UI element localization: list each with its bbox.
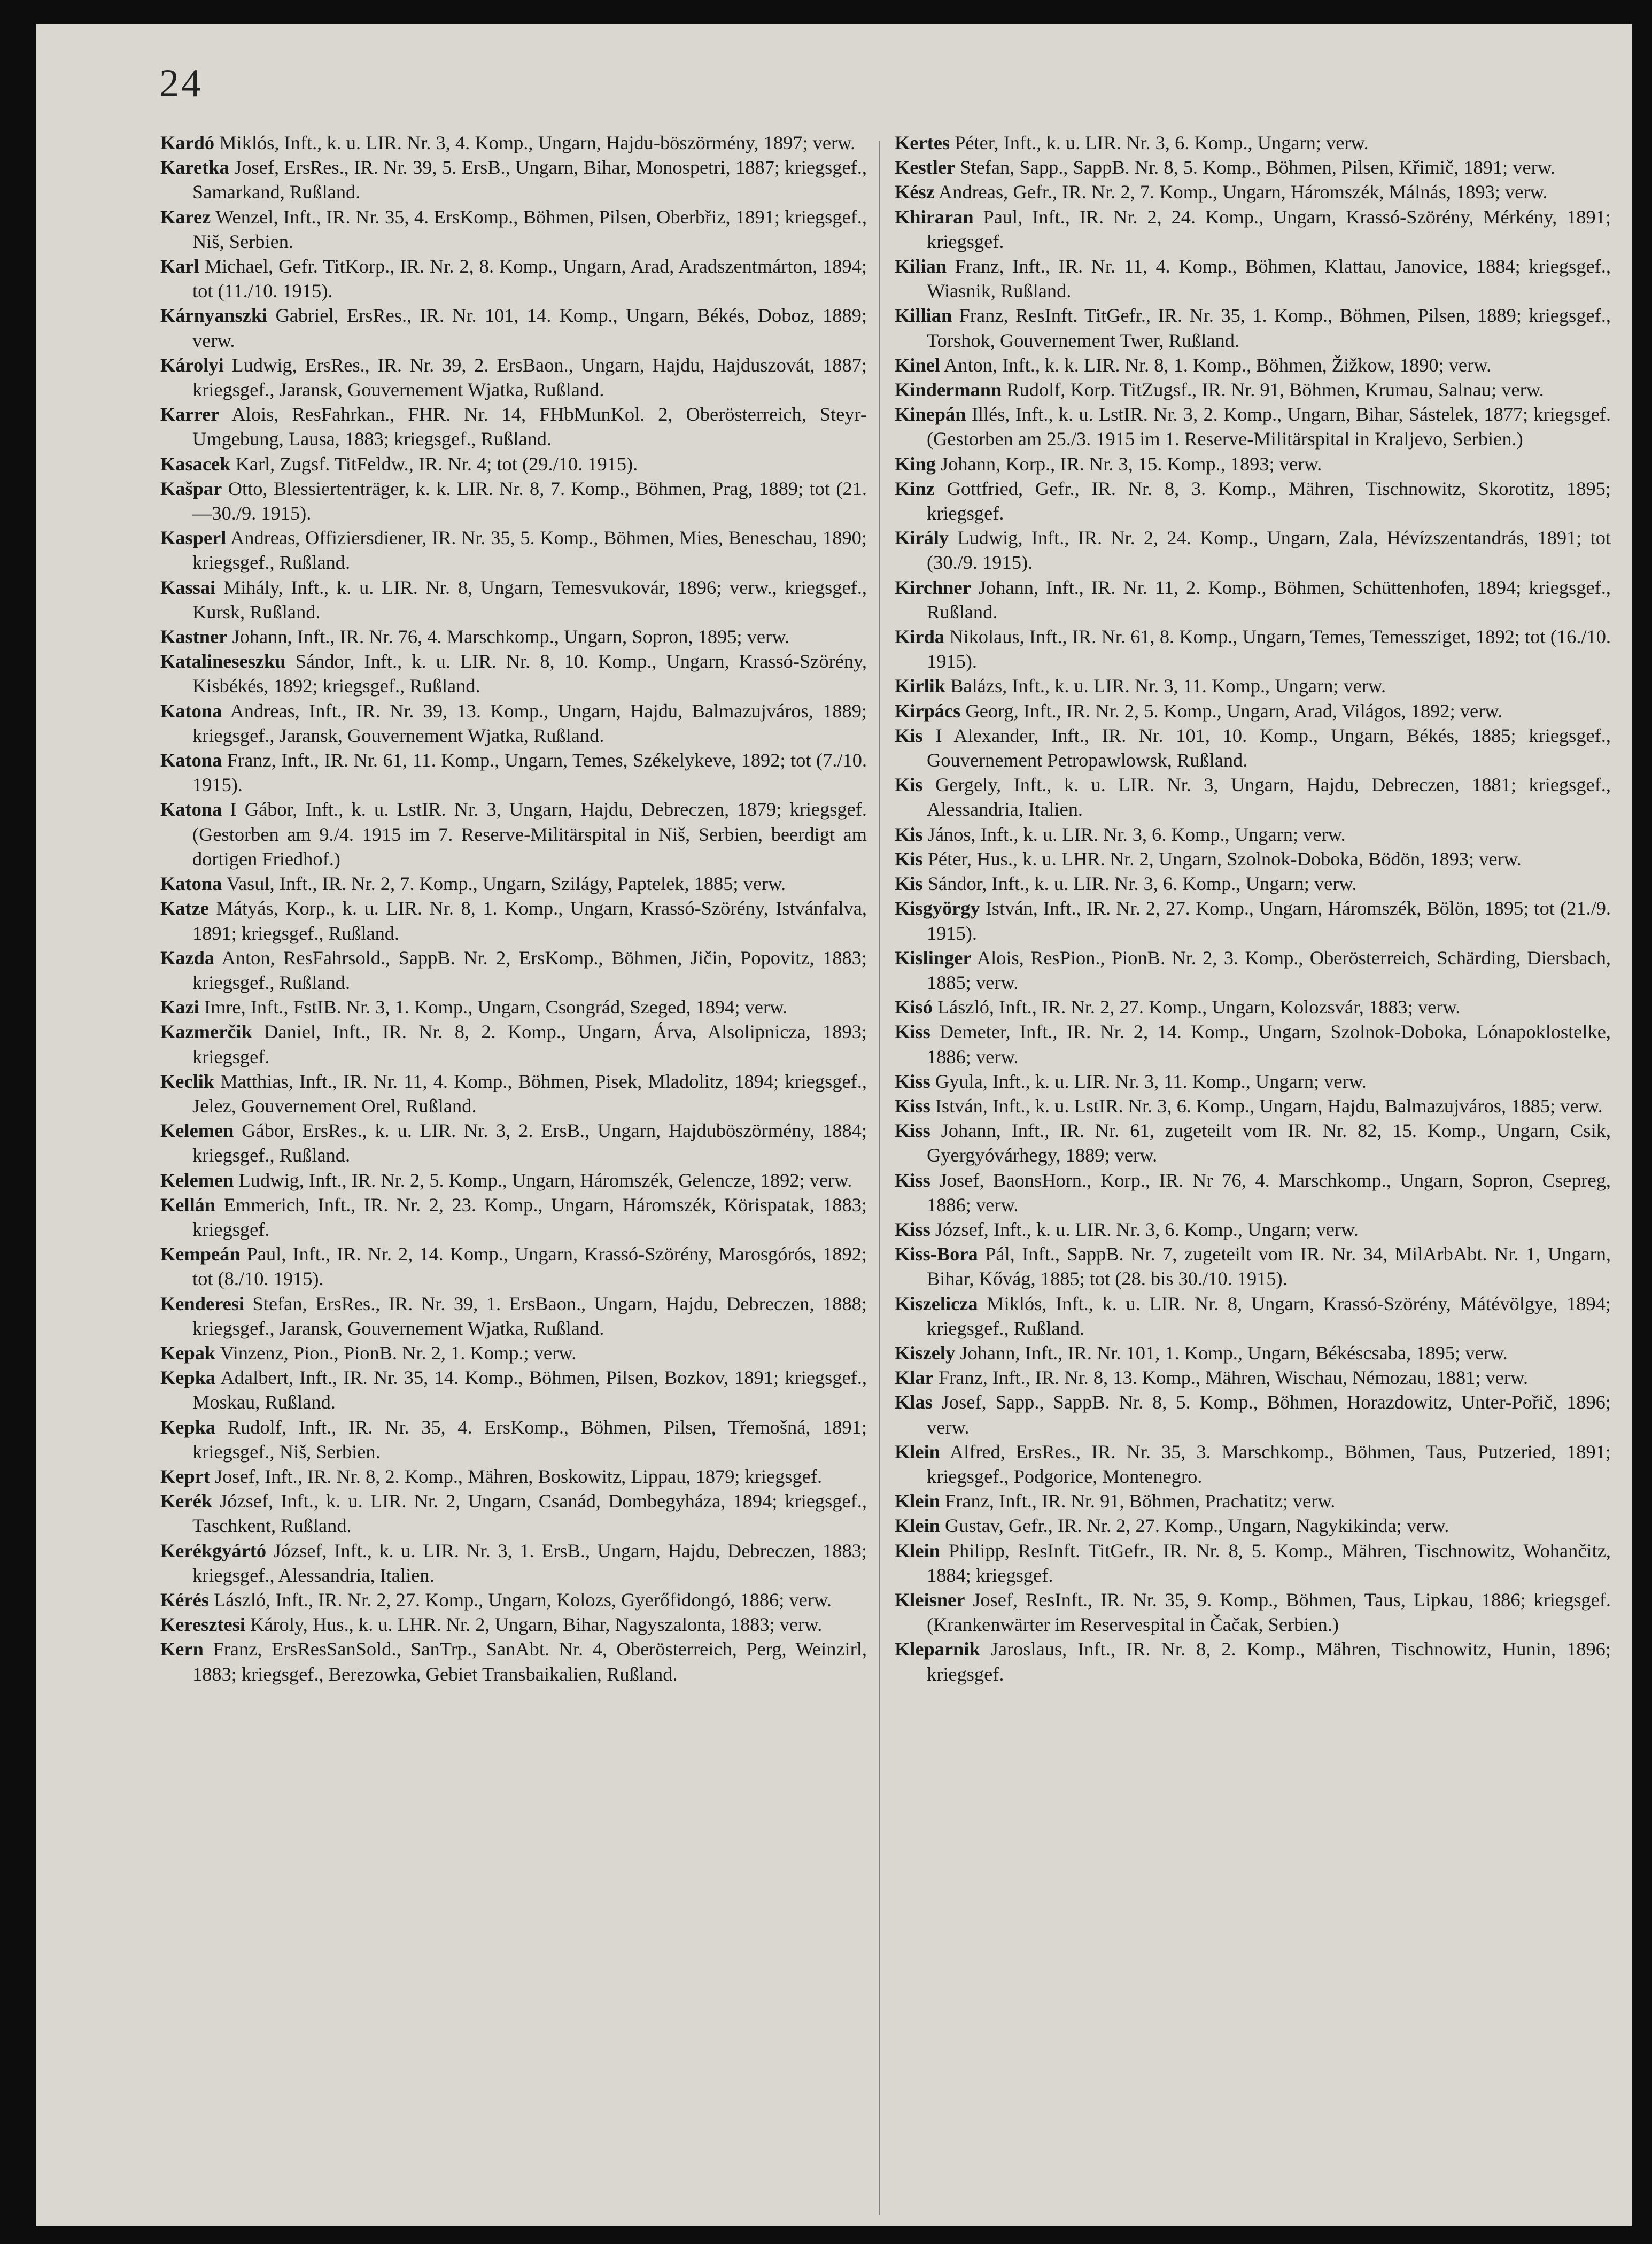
register-entry	[160, 1588, 867, 1612]
entry-surname: Kis	[895, 848, 923, 870]
entry-details: Jaroslaus, Inft., IR. Nr. 8, 2. Komp., Mähren, Tischnowitz, Hunin, 1896; kriegsgef.	[927, 1638, 1611, 1685]
entry-details: Alois, ResPion., PionB. Nr. 2, 3. Komp., Oberösterreich, Schärding, Diersbach, 1885; verw.	[927, 947, 1611, 993]
page-number: 24	[159, 61, 203, 105]
entry-surname: Kiss	[895, 1021, 930, 1043]
entry-details: Andreas, Inft., IR. Nr. 39, 13. Komp., Ungarn, Hajdu, Balmazujváros, 1889; kriegsgef., Jaransk, Gouvernement Wjatka, Rußland.	[192, 700, 867, 746]
entry-details: Andreas, Offiziersdiener, IR. Nr. 35, 5. Komp., Böhmen, Mies, Beneschau, 1890; kriegsgef., Rußland.	[192, 527, 867, 574]
entry-details: Gustav, Gefr., IR. Nr. 2, 27. Komp., Ungarn, Nagykikinda; verw.	[945, 1515, 1449, 1537]
entry-surname: Klein	[895, 1490, 940, 1512]
entry-surname: Katona	[160, 873, 222, 895]
entry-surname: Kislinger	[895, 947, 972, 969]
register-entry	[160, 155, 867, 204]
entry-details: Otto, Blessiertenträger, k. k. LIR. Nr. 8, 7. Komp., Böhmen, Prag, 1889; tot (21.—30./9. 1915).	[192, 477, 867, 524]
entry-details: Stefan, ErsRes., IR. Nr. 39, 1. ErsBaon., Ungarn, Hajdu, Debreczen, 1888; kriegsgef., Jaransk, Gouvernement Wjatka, Rußland.	[192, 1293, 867, 1339]
entry-details: Paul, Inft., IR. Nr. 2, 14. Komp., Ungarn, Krassó-Szörény, Marosgórós, 1892; tot (8./10. 1915).	[192, 1243, 867, 1290]
entry-surname: Kazda	[160, 947, 215, 969]
entry-surname: Kasacek	[160, 453, 231, 475]
register-entry	[895, 1588, 1611, 1637]
entry-details: Vinzenz, Pion., PionB. Nr. 2, 1. Komp.; verw.	[220, 1342, 577, 1364]
register-entry	[895, 1019, 1611, 1069]
register-entry	[160, 1168, 867, 1193]
entry-surname: Klar	[895, 1367, 934, 1389]
entry-surname: Kész	[895, 181, 935, 203]
entry-surname: Kiss	[895, 1169, 930, 1191]
register-entry	[895, 377, 1611, 402]
entry-surname: Kepak	[160, 1342, 216, 1364]
entry-surname: Karetka	[160, 157, 229, 179]
entry-details: Péter, Inft., k. u. LIR. Nr. 3, 6. Komp., Ungarn; verw.	[955, 132, 1369, 153]
entry-surname: Kis	[895, 823, 923, 845]
register-entry	[160, 649, 867, 698]
register-entry	[895, 723, 1611, 772]
entry-details: Balázs, Inft., k. u. LIR. Nr. 3, 11. Komp., Ungarn; verw.	[950, 675, 1386, 697]
register-entry	[160, 1069, 867, 1118]
book-page	[36, 24, 1632, 2226]
register-entry	[160, 452, 867, 476]
entry-details: Karl, Zugsf. TitFeldw., IR. Nr. 4; tot (29./10. 1915).	[235, 453, 638, 475]
register-entry	[895, 1440, 1611, 1489]
entry-surname: Kérés	[160, 1589, 209, 1611]
entry-details: Franz, Inft., IR. Nr. 11, 4. Komp., Böhmen, Klattau, Janovice, 1884; kriegsgef., Wiasnik, Rußland.	[927, 256, 1611, 302]
register-entry	[895, 205, 1611, 254]
entry-details: Matthias, Inft., IR. Nr. 11, 4. Komp., Böhmen, Pisek, Mladolitz, 1894; kriegsgef., Jelez, Gouvernement Orel, Rußland.	[192, 1070, 867, 1117]
entry-surname: Kisgyörgy	[895, 897, 980, 919]
register-entry	[895, 130, 1611, 155]
entry-details: Philipp, ResInft. TitGefr., IR. Nr. 8, 5. Komp., Mähren, Tischnowitz, Wohančitz, 1884; kriegsgef.	[927, 1539, 1611, 1586]
register-entry	[895, 1489, 1611, 1513]
entry-surname: Károlyi	[160, 354, 224, 376]
entry-surname: Király	[895, 527, 949, 549]
right-column	[895, 130, 1611, 1686]
entry-surname: Kleparnik	[895, 1638, 980, 1660]
register-entry	[895, 1291, 1611, 1341]
entry-surname: Kiss	[895, 1070, 930, 1092]
register-entry	[895, 155, 1611, 180]
register-entry	[160, 1489, 867, 1538]
entry-surname: Katona	[160, 700, 222, 722]
register-entry	[895, 303, 1611, 352]
entry-surname: Khiraran	[895, 206, 974, 228]
register-entry	[895, 1118, 1611, 1167]
entry-details: Daniel, Inft., IR. Nr. 8, 2. Komp., Ungarn, Árva, Alsolipnicza, 1893; kriegsgef.	[192, 1021, 867, 1067]
register-entry	[895, 525, 1611, 575]
entry-surname: Kastner	[160, 626, 228, 648]
entry-surname: Kasperl	[160, 527, 227, 549]
entry-details: Gottfried, Gefr., IR. Nr. 8, 3. Komp., Mähren, Tischnowitz, Skorotitz, 1895; kriegsgef.	[927, 477, 1611, 524]
entry-surname: Kirda	[895, 626, 945, 648]
entry-details: Péter, Hus., k. u. LHR. Nr. 2, Ungarn, Szolnok-Doboka, Bödön, 1893; verw.	[927, 848, 1522, 870]
column-divider	[879, 141, 880, 2215]
register-entry	[160, 1118, 867, 1167]
register-entry	[160, 254, 867, 303]
entry-surname: Kelemen	[160, 1169, 234, 1191]
entry-surname: Kelemen	[160, 1120, 234, 1142]
entry-details: Károly, Hus., k. u. LHR. Nr. 2, Ungarn, Bihar, Nagyszalonta, 1883; verw.	[250, 1614, 823, 1636]
entry-details: László, Inft., IR. Nr. 2, 27. Komp., Ungarn, Kolozsvár, 1883; verw.	[937, 996, 1461, 1018]
entry-surname: Kinepán	[895, 404, 966, 425]
register-entry	[160, 624, 867, 649]
register-entry	[160, 1019, 867, 1069]
entry-surname: Kis	[895, 873, 923, 895]
entry-details: László, Inft., IR. Nr. 2, 27. Komp., Ungarn, Kolozs, Gyerőfidongó, 1886; verw.	[214, 1589, 832, 1611]
entry-details: Pál, Inft., SappB. Nr. 7, zugeteilt vom IR. Nr. 34, MilArbAbt. Nr. 1, Ungarn, Bihar, Kővág, 1885; tot (28. bis 30./10. 1915).	[927, 1243, 1611, 1290]
entry-details: Rudolf, Inft., IR. Nr. 35, 4. ErsKomp., Böhmen, Pilsen, Třemošná, 1891; kriegsgef., Niš, Serbien.	[192, 1416, 867, 1463]
register-entry	[160, 1464, 867, 1489]
entry-details: Gyula, Inft., k. u. LIR. Nr. 3, 11. Komp., Ungarn; verw.	[935, 1070, 1367, 1092]
entry-surname: Kiss-Bora	[895, 1243, 978, 1265]
entry-details: Imre, Inft., FstIB. Nr. 3, 1. Komp., Ungarn, Csongrád, Szeged, 1894; verw.	[204, 996, 788, 1018]
register-entry	[160, 205, 867, 254]
entry-surname: Katze	[160, 897, 209, 919]
register-entry	[895, 896, 1611, 945]
register-entry	[895, 946, 1611, 995]
entry-surname: Kinz	[895, 477, 935, 499]
register-entry	[160, 130, 867, 155]
entry-surname: Kestler	[895, 157, 956, 179]
entry-details: Franz, Inft., IR. Nr. 91, Böhmen, Prachatitz; verw.	[945, 1490, 1336, 1512]
entry-details: Georg, Inft., IR. Nr. 2, 5. Komp., Ungarn, Arad, Világos, 1892; verw.	[965, 700, 1503, 722]
entry-surname: Kirlik	[895, 675, 946, 697]
register-entry	[160, 995, 867, 1019]
entry-details: Emmerich, Inft., IR. Nr. 2, 23. Komp., Ungarn, Háromszék, Körispatak, 1883; kriegsgef.	[192, 1194, 867, 1240]
entry-surname: Keresztesi	[160, 1614, 245, 1636]
register-entry	[160, 525, 867, 575]
entry-details: Johann, Inft., IR. Nr. 76, 4. Marschkomp., Ungarn, Sopron, 1895; verw.	[232, 626, 790, 648]
register-entry	[160, 748, 867, 797]
entry-surname: Kepka	[160, 1416, 216, 1438]
register-entry	[895, 995, 1611, 1019]
entry-details: Josef, Inft., IR. Nr. 8, 2. Komp., Mähren, Boskowitz, Lippau, 1879; kriegsgef.	[215, 1465, 823, 1487]
register-entry	[160, 402, 867, 451]
entry-surname: Kellán	[160, 1194, 216, 1216]
entry-surname: Killian	[895, 305, 952, 327]
entry-surname: Katona	[160, 799, 222, 821]
entry-surname: Kenderesi	[160, 1293, 245, 1314]
entry-surname: Klas	[895, 1391, 933, 1413]
register-entry	[160, 896, 867, 945]
register-entry	[895, 1242, 1611, 1291]
entry-surname: Kindermann	[895, 379, 1002, 401]
register-entry	[160, 1242, 867, 1291]
register-entry	[160, 353, 867, 402]
register-entry	[160, 303, 867, 352]
register-entry	[895, 1513, 1611, 1538]
register-entry	[160, 699, 867, 748]
entry-surname: Kirchner	[895, 576, 971, 598]
entry-surname: Karrer	[160, 404, 220, 425]
entry-details: Anton, ResFahrsold., SappB. Nr. 2, ErsKomp., Böhmen, Jičin, Popovitz, 1883; kriegsgef., Rußland.	[192, 947, 867, 993]
entry-surname: Kempeán	[160, 1243, 241, 1265]
entry-surname: Kazi	[160, 996, 199, 1018]
entry-details: Ludwig, ErsRes., IR. Nr. 39, 2. ErsBaon., Ungarn, Hajdu, Hajduszovát, 1887; kriegsgef., Jaransk, Gouvernement Wjatka, Rußland.	[192, 354, 867, 401]
entry-details: Anton, Inft., k. k. LIR. Nr. 8, 1. Komp., Böhmen, Žižkow, 1890; verw.	[944, 354, 1492, 376]
entry-details: Franz, Inft., IR. Nr. 8, 13. Komp., Mähren, Wischau, Némozau, 1881; verw.	[938, 1367, 1529, 1389]
entry-details: Sándor, Inft., k. u. LIR. Nr. 8, 10. Komp., Ungarn, Krassó-Szörény, Kisbékés, 1892; kriegsgef., Rußland.	[192, 651, 867, 697]
entry-details: Franz, Inft., IR. Nr. 61, 11. Komp., Ungarn, Temes, Székelykeve, 1892; tot (7./10. 1915).	[192, 749, 867, 796]
entry-details: Vasul, Inft., IR. Nr. 2, 7. Komp., Ungarn, Szilágy, Paptelek, 1885; verw.	[226, 873, 786, 895]
register-entry	[895, 254, 1611, 303]
entry-details: Johann, Korp., IR. Nr. 3, 15. Komp., 1893; verw.	[940, 453, 1322, 475]
entry-details: Alois, ResFahrkan., FHR. Nr. 14, FHbMunKol. 2, Oberösterreich, Steyr-Umgebung, Lausa, 1883; kriegsgef., Rußland.	[192, 404, 867, 450]
entry-surname: Kiss	[895, 1120, 930, 1142]
entry-details: József, Inft., k. u. LIR. Nr. 2, Ungarn, Csanád, Dombegyháza, 1894; kriegsgef., Taschkent, Rußland.	[192, 1490, 867, 1537]
register-entry	[895, 402, 1611, 451]
entry-details: Demeter, Inft., IR. Nr. 2, 14. Komp., Ungarn, Szolnok-Doboka, Lónapoklostelke, 1886; verw.	[927, 1021, 1611, 1067]
register-entry	[895, 847, 1611, 871]
register-entry	[895, 1069, 1611, 1094]
entry-details: Illés, Inft., k. u. LstIR. Nr. 3, 2. Komp., Ungarn, Bihar, Sástelek, 1877; kriegsgef. (Gestorben am 25./3. 1915 im 1. Reserve-Militärspital in Kraljevo, Serbien.)	[927, 404, 1611, 450]
register-entry	[895, 353, 1611, 377]
entry-surname: Kirpács	[895, 700, 961, 722]
register-entry	[160, 1637, 867, 1686]
register-entry	[160, 1291, 867, 1341]
register-entry	[895, 624, 1611, 674]
entry-surname: Kis	[895, 724, 923, 746]
entry-surname: Kerékgyártó	[160, 1539, 267, 1561]
entry-surname: Kinel	[895, 354, 940, 376]
entry-details: Johann, Inft., IR. Nr. 11, 2. Komp., Böhmen, Schüttenhofen, 1894; kriegsgef., Rußland.	[927, 576, 1611, 623]
entry-details: István, Inft., IR. Nr. 2, 27. Komp., Ungarn, Háromszék, Bölön, 1895; tot (21./9. 1915).	[927, 897, 1611, 944]
register-entry	[895, 772, 1611, 822]
register-entry	[895, 1168, 1611, 1217]
entry-details: Gabriel, ErsRes., IR. Nr. 101, 14. Komp., Ungarn, Békés, Doboz, 1889; verw.	[192, 305, 867, 351]
entry-details: Gergely, Inft., k. u. LIR. Nr. 3, Ungarn, Hajdu, Debreczen, 1881; kriegsgef., Alessandria, Italien.	[927, 774, 1611, 821]
entry-details: Stefan, Sapp., SappB. Nr. 8, 5. Komp., Böhmen, Pilsen, Křimič, 1891; verw.	[960, 157, 1555, 179]
entry-surname: Katona	[160, 749, 222, 771]
register-entry	[160, 1365, 867, 1414]
register-entry	[160, 946, 867, 995]
entry-surname: Kis	[895, 774, 923, 796]
entry-surname: Kern	[160, 1638, 204, 1660]
entry-details: Josef, ErsRes., IR. Nr. 39, 5. ErsB., Ungarn, Bihar, Monospetri, 1887; kriegsgef., Samarkand, Rußland.	[192, 157, 867, 203]
entry-surname: Kleisner	[895, 1589, 965, 1611]
entry-surname: Klein	[895, 1515, 940, 1537]
register-entry	[160, 1415, 867, 1464]
register-entry	[895, 1341, 1611, 1365]
entry-details: Franz, ErsResSanSold., SanTrp., SanAbt. Nr. 4, Oberösterreich, Perg, Weinzirl, 1883; kriegsgef., Berezowka, Gebiet Transbaikalien, Rußland.	[192, 1638, 867, 1685]
entry-details: Mátyás, Korp., k. u. LIR. Nr. 8, 1. Komp., Ungarn, Krassó-Szörény, Istvánfalva, 1891; kriegsgef., Rußland.	[192, 897, 867, 944]
entry-details: Miklós, Inft., k. u. LIR. Nr. 3, 4. Komp., Ungarn, Hajdu-böszörmény, 1897; verw.	[219, 132, 856, 153]
entry-details: Wenzel, Inft., IR. Nr. 35, 4. ErsKomp., Böhmen, Pilsen, Oberbřiz, 1891; kriegsgef., Niš, Serbien.	[192, 206, 867, 252]
register-entry	[160, 1341, 867, 1365]
entry-details: Josef, Sapp., SappB. Nr. 8, 5. Komp., Böhmen, Horazdowitz, Unter-Pořič, 1896; verw.	[927, 1391, 1611, 1438]
register-entry	[895, 1217, 1611, 1242]
register-entry	[895, 1390, 1611, 1439]
entry-details: Michael, Gefr. TitKorp., IR. Nr. 2, 8. Komp., Ungarn, Arad, Aradszentmárton, 1894; tot (11./10. 1915).	[192, 256, 867, 302]
entry-surname: Kašpar	[160, 477, 222, 499]
entry-surname: Kárnyanszki	[160, 305, 268, 327]
entry-surname: Kazmerčik	[160, 1021, 252, 1043]
register-entry	[895, 674, 1611, 698]
register-entry	[895, 871, 1611, 896]
entry-details: Mihály, Inft., k. u. LIR. Nr. 8, Ungarn, Temesvukovár, 1896; verw., kriegsgef., Kursk, Rußland.	[192, 576, 867, 623]
entry-surname: Keprt	[160, 1465, 210, 1487]
register-entry	[895, 476, 1611, 525]
register-entry	[895, 822, 1611, 847]
entry-surname: Kiszely	[895, 1342, 956, 1364]
entry-details: Rudolf, Korp. TitZugsf., IR. Nr. 91, Böhmen, Krumau, Salnau; verw.	[1006, 379, 1544, 401]
entry-surname: Keclik	[160, 1070, 215, 1092]
entry-details: Adalbert, Inft., IR. Nr. 35, 14. Komp., Böhmen, Pilsen, Bozkov, 1891; kriegsgef., Moskau, Rußland.	[192, 1367, 867, 1413]
register-entry	[160, 871, 867, 896]
entry-surname: Katalineseszku	[160, 651, 286, 672]
entry-details: Alfred, ErsRes., IR. Nr. 35, 3. Marschkomp., Böhmen, Taus, Putzeried, 1891; kriegsgef., Podgorice, Montenegro.	[927, 1441, 1611, 1487]
entry-details: I Alexander, Inft., IR. Nr. 101, 10. Komp., Ungarn, Békés, 1885; kriegsgef., Gouvernement Petropawlowsk, Rußland.	[927, 724, 1611, 771]
entry-surname: Kiszelicza	[895, 1293, 978, 1314]
entry-surname: Kertes	[895, 132, 950, 153]
entry-details: Andreas, Gefr., IR. Nr. 2, 7. Komp., Ungarn, Háromszék, Málnás, 1893; verw.	[938, 181, 1548, 203]
register-entry	[895, 180, 1611, 204]
entry-details: Paul, Inft., IR. Nr. 2, 24. Komp., Ungarn, Krassó-Szörény, Mérkény, 1891; kriegsgef.	[927, 206, 1611, 252]
register-entry	[160, 575, 867, 624]
register-entry	[895, 1637, 1611, 1686]
entry-details: Ludwig, Inft., IR. Nr. 2, 5. Komp., Ungarn, Háromszék, Gelencze, 1892; verw.	[238, 1169, 852, 1191]
entry-details: Ludwig, Inft., IR. Nr. 2, 24. Komp., Ungarn, Zala, Hévízszentandrás, 1891; tot (30./9. 1915).	[927, 527, 1611, 574]
register-entry	[160, 1612, 867, 1637]
entry-surname: King	[895, 453, 936, 475]
register-entry	[160, 1193, 867, 1242]
entry-details: Josef, ResInft., IR. Nr. 35, 9. Komp., Böhmen, Taus, Lipkau, 1886; kriegsgef. (Krankenwärter im Reservespital in Čačak, Serbien.)	[927, 1589, 1611, 1636]
entry-details: József, Inft., k. u. LIR. Nr. 3, 1. ErsB., Ungarn, Hajdu, Debreczen, 1883; kriegsgef., Alessandria, Italien.	[192, 1539, 867, 1586]
register-entry	[895, 575, 1611, 624]
entry-details: Sándor, Inft., k. u. LIR. Nr. 3, 6. Komp., Ungarn; verw.	[927, 873, 1357, 895]
entry-details: Johann, Inft., IR. Nr. 101, 1. Komp., Ungarn, Békéscsaba, 1895; verw.	[960, 1342, 1508, 1364]
register-entry	[160, 476, 867, 525]
entry-surname: Karl	[160, 256, 199, 277]
entry-details: Franz, ResInft. TitGefr., IR. Nr. 35, 1. Komp., Böhmen, Pilsen, 1889; kriegsgef., Torshok, Gouvernement Twer, Rußland.	[927, 305, 1611, 351]
entry-surname: Kiss	[895, 1218, 930, 1240]
entry-details: Josef, BaonsHorn., Korp., IR. Nr 76, 4. Marschkomp., Ungarn, Sopron, Csepreg, 1886; verw.	[927, 1169, 1611, 1216]
register-entry	[895, 452, 1611, 476]
entry-surname: Kilian	[895, 256, 947, 277]
entry-surname: Kepka	[160, 1367, 216, 1389]
entry-surname: Kiss	[895, 1095, 930, 1117]
entry-surname: Kardó	[160, 132, 215, 153]
register-entry	[895, 1365, 1611, 1390]
entry-details: István, Inft., k. u. LstIR. Nr. 3, 6. Komp., Ungarn, Hajdu, Balmazujváros, 1885; verw.	[935, 1095, 1603, 1117]
entry-details: Nikolaus, Inft., IR. Nr. 61, 8. Komp., Ungarn, Temes, Temessziget, 1892; tot (16./10. 1915).	[927, 626, 1611, 672]
entry-surname: Klein	[895, 1441, 940, 1463]
left-column	[160, 130, 867, 1686]
register-entry	[160, 1538, 867, 1588]
entry-details: János, Inft., k. u. LIR. Nr. 3, 6. Komp., Ungarn; verw.	[927, 823, 1346, 845]
entry-details: Johann, Inft., IR. Nr. 61, zugeteilt vom IR. Nr. 82, 15. Komp., Ungarn, Csik, Gyergyóvárhegy, 1889; verw.	[927, 1120, 1611, 1166]
entry-details: Gábor, ErsRes., k. u. LIR. Nr. 3, 2. ErsB., Ungarn, Hajduböszörmény, 1884; kriegsgef., Rußland.	[192, 1120, 867, 1166]
entry-surname: Klein	[895, 1539, 940, 1561]
entry-surname: Kerék	[160, 1490, 213, 1512]
entry-surname: Karez	[160, 206, 211, 228]
entry-surname: Kisó	[895, 996, 933, 1018]
entry-details: Miklós, Inft., k. u. LIR. Nr. 8, Ungarn, Krassó-Szörény, Mátévölgye, 1894; kriegsgef., Rußland.	[927, 1293, 1611, 1339]
entry-details: I Gábor, Inft., k. u. LstIR. Nr. 3, Ungarn, Hajdu, Debreczen, 1879; kriegsgef. (Gestorben am 9./4. 1915 im 7. Reserve-Militärspital in Niš, Serbien, beerdigt am dortigen Friedhof.)	[192, 799, 867, 870]
entry-details: József, Inft., k. u. LIR. Nr. 3, 6. Komp., Ungarn; verw.	[935, 1218, 1359, 1240]
entry-surname: Kassai	[160, 576, 216, 598]
register-entry	[895, 1094, 1611, 1118]
register-entry	[160, 797, 867, 871]
register-entry	[895, 699, 1611, 723]
register-entry	[895, 1538, 1611, 1588]
